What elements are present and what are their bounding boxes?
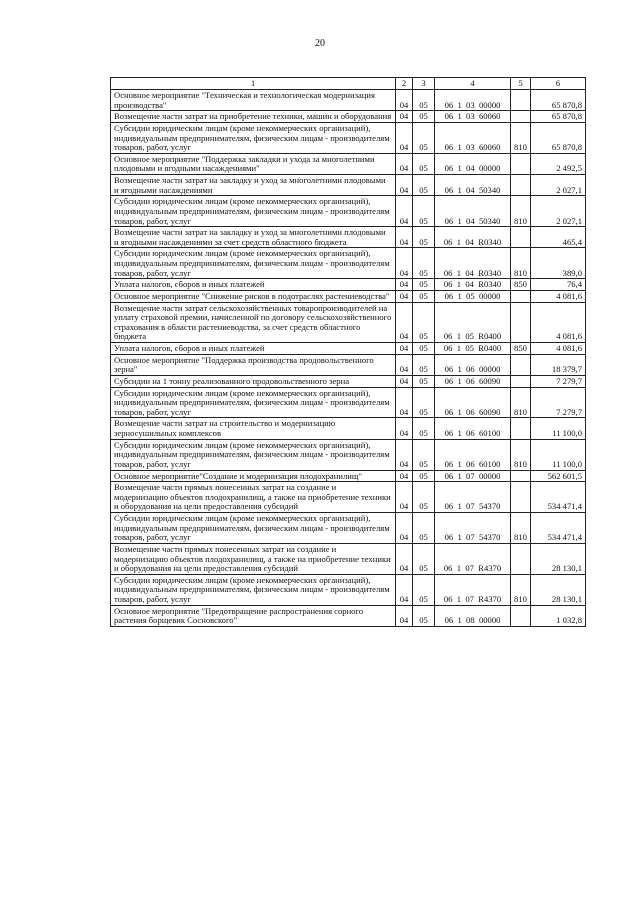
row-code-cell: 06 1 06 60090 xyxy=(435,375,511,387)
table-row xyxy=(111,279,586,291)
row-section-cell: 04 xyxy=(396,90,413,111)
row-amount-cell: 2 027,1 xyxy=(531,175,586,196)
table-row xyxy=(111,175,586,196)
row-name-cell: Уплата налогов, сборов и иных платежей xyxy=(111,343,396,355)
row-name-cell: Основное мероприятие "Предотвращение распространения сорного растения борщевик Сосновского" xyxy=(111,605,396,626)
row-section-cell: 04 xyxy=(396,354,413,375)
row-name-cell: Возмещение части прямых понесенных затрат на создание и модернизацию объектов плодохранилищ, а также на приобретение техники и оборудования на цели предоставления субсидий xyxy=(111,543,396,574)
row-subsection-cell: 05 xyxy=(413,574,435,605)
row-section-cell: 04 xyxy=(396,279,413,291)
row-subsection-cell: 05 xyxy=(413,354,435,375)
table-row xyxy=(111,290,586,302)
table-row xyxy=(111,513,586,544)
row-name-cell: Возмещение части прямых понесенных затрат на создание и модернизацию объектов плодохранилищ, а также на приобретение техники и оборудования на цели предоставления субсидий xyxy=(111,482,396,513)
row-section-cell: 04 xyxy=(396,302,413,343)
row-expense-type-cell xyxy=(511,290,531,302)
row-section-cell: 04 xyxy=(396,574,413,605)
row-section-cell: 04 xyxy=(396,513,413,544)
row-amount-cell: 2 492,5 xyxy=(531,153,586,174)
row-expense-type-cell: 810 xyxy=(511,439,531,470)
row-expense-type-cell xyxy=(511,153,531,174)
row-subsection-cell: 05 xyxy=(413,122,435,153)
row-amount-cell: 65 870,8 xyxy=(531,111,586,123)
row-expense-type-cell: 810 xyxy=(511,248,531,279)
row-name-cell: Основное мероприятие "Поддержка закладки и ухода за многолетними плодовыми и ягодными насаждениями" xyxy=(111,153,396,174)
row-amount-cell: 534 471,4 xyxy=(531,482,586,513)
row-code-cell: 06 1 08 00000 xyxy=(435,605,511,626)
header-cell: 5 xyxy=(511,78,531,90)
row-name-cell: Субсидии юридическим лицам (кроме некоммерческих организаций), индивидуальным предпринимателям, физическим лицам - производителям товаров, работ, услуг xyxy=(111,574,396,605)
row-amount-cell: 28 130,1 xyxy=(531,543,586,574)
row-subsection-cell: 05 xyxy=(413,343,435,355)
row-name-cell: Субсидии на 1 тонну реализованного продовольственного зерна xyxy=(111,375,396,387)
row-section-cell: 04 xyxy=(396,482,413,513)
row-subsection-cell: 05 xyxy=(413,439,435,470)
row-section-cell: 04 xyxy=(396,543,413,574)
row-code-cell: 06 1 04 R0340 xyxy=(435,248,511,279)
row-amount-cell: 76,4 xyxy=(531,279,586,291)
table-row xyxy=(111,470,586,482)
row-expense-type-cell xyxy=(511,111,531,123)
row-expense-type-cell xyxy=(511,175,531,196)
row-name-cell: Субсидии юридическим лицам (кроме некоммерческих организаций), индивидуальным предпринимателям, физическим лицам - производителям товаров, работ, услуг xyxy=(111,387,396,418)
row-expense-type-cell xyxy=(511,227,531,248)
row-subsection-cell: 05 xyxy=(413,375,435,387)
table-row xyxy=(111,227,586,248)
table-row xyxy=(111,543,586,574)
row-subsection-cell: 05 xyxy=(413,248,435,279)
row-subsection-cell: 05 xyxy=(413,418,435,439)
row-section-cell: 04 xyxy=(396,111,413,123)
table-row xyxy=(111,354,586,375)
row-subsection-cell: 05 xyxy=(413,482,435,513)
row-name-cell: Основное мероприятие "Снижение рисков в подотраслях растениеводства" xyxy=(111,290,396,302)
row-amount-cell: 389,0 xyxy=(531,248,586,279)
row-subsection-cell: 05 xyxy=(413,175,435,196)
table-row xyxy=(111,111,586,123)
header-cell: 2 xyxy=(396,78,413,90)
row-name-cell: Возмещение части затрат на строительство и модернизацию зерносушильных комплексов xyxy=(111,418,396,439)
row-name-cell: Основное мероприятие"Создание и модернизация плодохранилищ" xyxy=(111,470,396,482)
row-subsection-cell: 05 xyxy=(413,90,435,111)
row-amount-cell: 11 100,0 xyxy=(531,418,586,439)
row-subsection-cell: 05 xyxy=(413,513,435,544)
row-code-cell: 06 1 04 R0340 xyxy=(435,279,511,291)
table-row xyxy=(111,122,586,153)
row-code-cell: 06 1 04 00000 xyxy=(435,153,511,174)
row-expense-type-cell xyxy=(511,605,531,626)
row-amount-cell: 534 471,4 xyxy=(531,513,586,544)
row-code-cell: 06 1 04 R0340 xyxy=(435,227,511,248)
table-row xyxy=(111,418,586,439)
row-name-cell: Субсидии юридическим лицам (кроме некоммерческих организаций), индивидуальным предпринимателям, физическим лицам - производителям товаров, работ, услуг xyxy=(111,513,396,544)
row-amount-cell: 65 870,8 xyxy=(531,90,586,111)
row-amount-cell: 4 081,6 xyxy=(531,302,586,343)
row-subsection-cell: 05 xyxy=(413,196,435,227)
row-name-cell: Субсидии юридическим лицам (кроме некоммерческих организаций), индивидуальным предпринимателям, физическим лицам - производителям товаров, работ, услуг xyxy=(111,196,396,227)
row-amount-cell: 465,4 xyxy=(531,227,586,248)
row-subsection-cell: 05 xyxy=(413,111,435,123)
table-row xyxy=(111,375,586,387)
row-code-cell: 06 1 06 00000 xyxy=(435,354,511,375)
row-name-cell: Возмещение части затрат на закладку и уход за многолетними плодовыми и ягодными насаждениями xyxy=(111,175,396,196)
row-code-cell: 06 1 03 00000 xyxy=(435,90,511,111)
row-expense-type-cell xyxy=(511,375,531,387)
row-section-cell: 04 xyxy=(396,605,413,626)
row-code-cell: 06 1 04 50340 xyxy=(435,196,511,227)
row-amount-cell: 4 081,6 xyxy=(531,343,586,355)
row-expense-type-cell: 850 xyxy=(511,279,531,291)
row-expense-type-cell xyxy=(511,482,531,513)
row-amount-cell: 1 032,8 xyxy=(531,605,586,626)
row-code-cell: 06 1 07 00000 xyxy=(435,470,511,482)
header-cell: 6 xyxy=(531,78,586,90)
row-expense-type-cell: 810 xyxy=(511,196,531,227)
table-row xyxy=(111,343,586,355)
row-subsection-cell: 05 xyxy=(413,543,435,574)
table-row xyxy=(111,574,586,605)
row-subsection-cell: 05 xyxy=(413,605,435,626)
row-code-cell: 06 1 05 R0400 xyxy=(435,302,511,343)
row-code-cell: 06 1 06 60100 xyxy=(435,418,511,439)
row-expense-type-cell: 810 xyxy=(511,387,531,418)
row-subsection-cell: 05 xyxy=(413,227,435,248)
row-name-cell: Основное мероприятие "Техническая и технологическая модернизация производства" xyxy=(111,90,396,111)
row-expense-type-cell: 810 xyxy=(511,122,531,153)
table-row xyxy=(111,302,586,343)
row-section-cell: 04 xyxy=(396,470,413,482)
row-section-cell: 04 xyxy=(396,122,413,153)
row-section-cell: 04 xyxy=(396,343,413,355)
row-amount-cell: 562 601,5 xyxy=(531,470,586,482)
row-subsection-cell: 05 xyxy=(413,153,435,174)
table-header-row xyxy=(111,78,586,90)
row-section-cell: 04 xyxy=(396,153,413,174)
row-name-cell: Возмещение части затрат на приобретение техники, машин и оборудования xyxy=(111,111,396,123)
row-amount-cell: 28 130,1 xyxy=(531,574,586,605)
row-code-cell: 06 1 03 60060 xyxy=(435,122,511,153)
row-subsection-cell: 05 xyxy=(413,470,435,482)
row-expense-type-cell: 810 xyxy=(511,513,531,544)
table-row xyxy=(111,248,586,279)
table-row xyxy=(111,196,586,227)
row-expense-type-cell xyxy=(511,90,531,111)
row-code-cell: 06 1 07 R4370 xyxy=(435,543,511,574)
row-name-cell: Уплата налогов, сборов и иных платежей xyxy=(111,279,396,291)
row-section-cell: 04 xyxy=(396,175,413,196)
row-code-cell: 06 1 04 50340 xyxy=(435,175,511,196)
row-section-cell: 04 xyxy=(396,439,413,470)
row-amount-cell: 2 027,1 xyxy=(531,196,586,227)
header-cell: 4 xyxy=(435,78,511,90)
row-code-cell: 06 1 06 60090 xyxy=(435,387,511,418)
row-name-cell: Субсидии юридическим лицам (кроме некоммерческих организаций), индивидуальным предпринимателям, физическим лицам - производителям товаров, работ, услуг xyxy=(111,122,396,153)
page-number: 20 xyxy=(315,38,325,49)
row-amount-cell: 11 100,0 xyxy=(531,439,586,470)
row-section-cell: 04 xyxy=(396,196,413,227)
table-row xyxy=(111,605,586,626)
row-section-cell: 04 xyxy=(396,248,413,279)
row-subsection-cell: 05 xyxy=(413,302,435,343)
row-amount-cell: 7 279,7 xyxy=(531,375,586,387)
row-name-cell: Основное мероприятие "Поддержка производства продовольственного зерна" xyxy=(111,354,396,375)
row-expense-type-cell xyxy=(511,354,531,375)
row-expense-type-cell xyxy=(511,418,531,439)
table-row xyxy=(111,90,586,111)
row-subsection-cell: 05 xyxy=(413,387,435,418)
row-name-cell: Субсидии юридическим лицам (кроме некоммерческих организаций), индивидуальным предпринимателям, физическим лицам - производителям товаров, работ, услуг xyxy=(111,439,396,470)
row-section-cell: 04 xyxy=(396,290,413,302)
row-expense-type-cell: 810 xyxy=(511,574,531,605)
row-subsection-cell: 05 xyxy=(413,279,435,291)
table-row xyxy=(111,153,586,174)
row-code-cell: 06 1 05 R0400 xyxy=(435,343,511,355)
row-expense-type-cell xyxy=(511,470,531,482)
row-amount-cell: 18 379,7 xyxy=(531,354,586,375)
row-code-cell: 06 1 07 54370 xyxy=(435,482,511,513)
table-row xyxy=(111,439,586,470)
row-section-cell: 04 xyxy=(396,375,413,387)
row-amount-cell: 65 870,8 xyxy=(531,122,586,153)
row-expense-type-cell xyxy=(511,543,531,574)
row-code-cell: 06 1 05 00000 xyxy=(435,290,511,302)
row-name-cell: Возмещение части затрат сельскохозяйственных товаропроизводителей на уплату страховой премии, начисленной по договору сельскохозяйственного страхования в области растениеводства, за счет средств областного бюджета xyxy=(111,302,396,343)
row-section-cell: 04 xyxy=(396,227,413,248)
row-subsection-cell: 05 xyxy=(413,290,435,302)
row-expense-type-cell: 850 xyxy=(511,343,531,355)
row-name-cell: Субсидии юридическим лицам (кроме некоммерческих организаций), индивидуальным предпринимателям, физическим лицам - производителям товаров, работ, услуг xyxy=(111,248,396,279)
row-code-cell: 06 1 07 54370 xyxy=(435,513,511,544)
row-expense-type-cell xyxy=(511,302,531,343)
row-section-cell: 04 xyxy=(396,418,413,439)
table-row xyxy=(111,482,586,513)
header-cell: 1 xyxy=(111,78,396,90)
row-code-cell: 06 1 07 R4370 xyxy=(435,574,511,605)
row-section-cell: 04 xyxy=(396,387,413,418)
row-name-cell: Возмещение части затрат на закладку и уход за многолетними плодовыми и ягодными насаждениями за счет средств областного бюджета xyxy=(111,227,396,248)
row-code-cell: 06 1 06 60100 xyxy=(435,439,511,470)
header-cell: 3 xyxy=(413,78,435,90)
row-amount-cell: 4 081,6 xyxy=(531,290,586,302)
row-code-cell: 06 1 03 60060 xyxy=(435,111,511,123)
table-row xyxy=(111,387,586,418)
row-amount-cell: 7 279,7 xyxy=(531,387,586,418)
budget-table xyxy=(110,77,586,627)
